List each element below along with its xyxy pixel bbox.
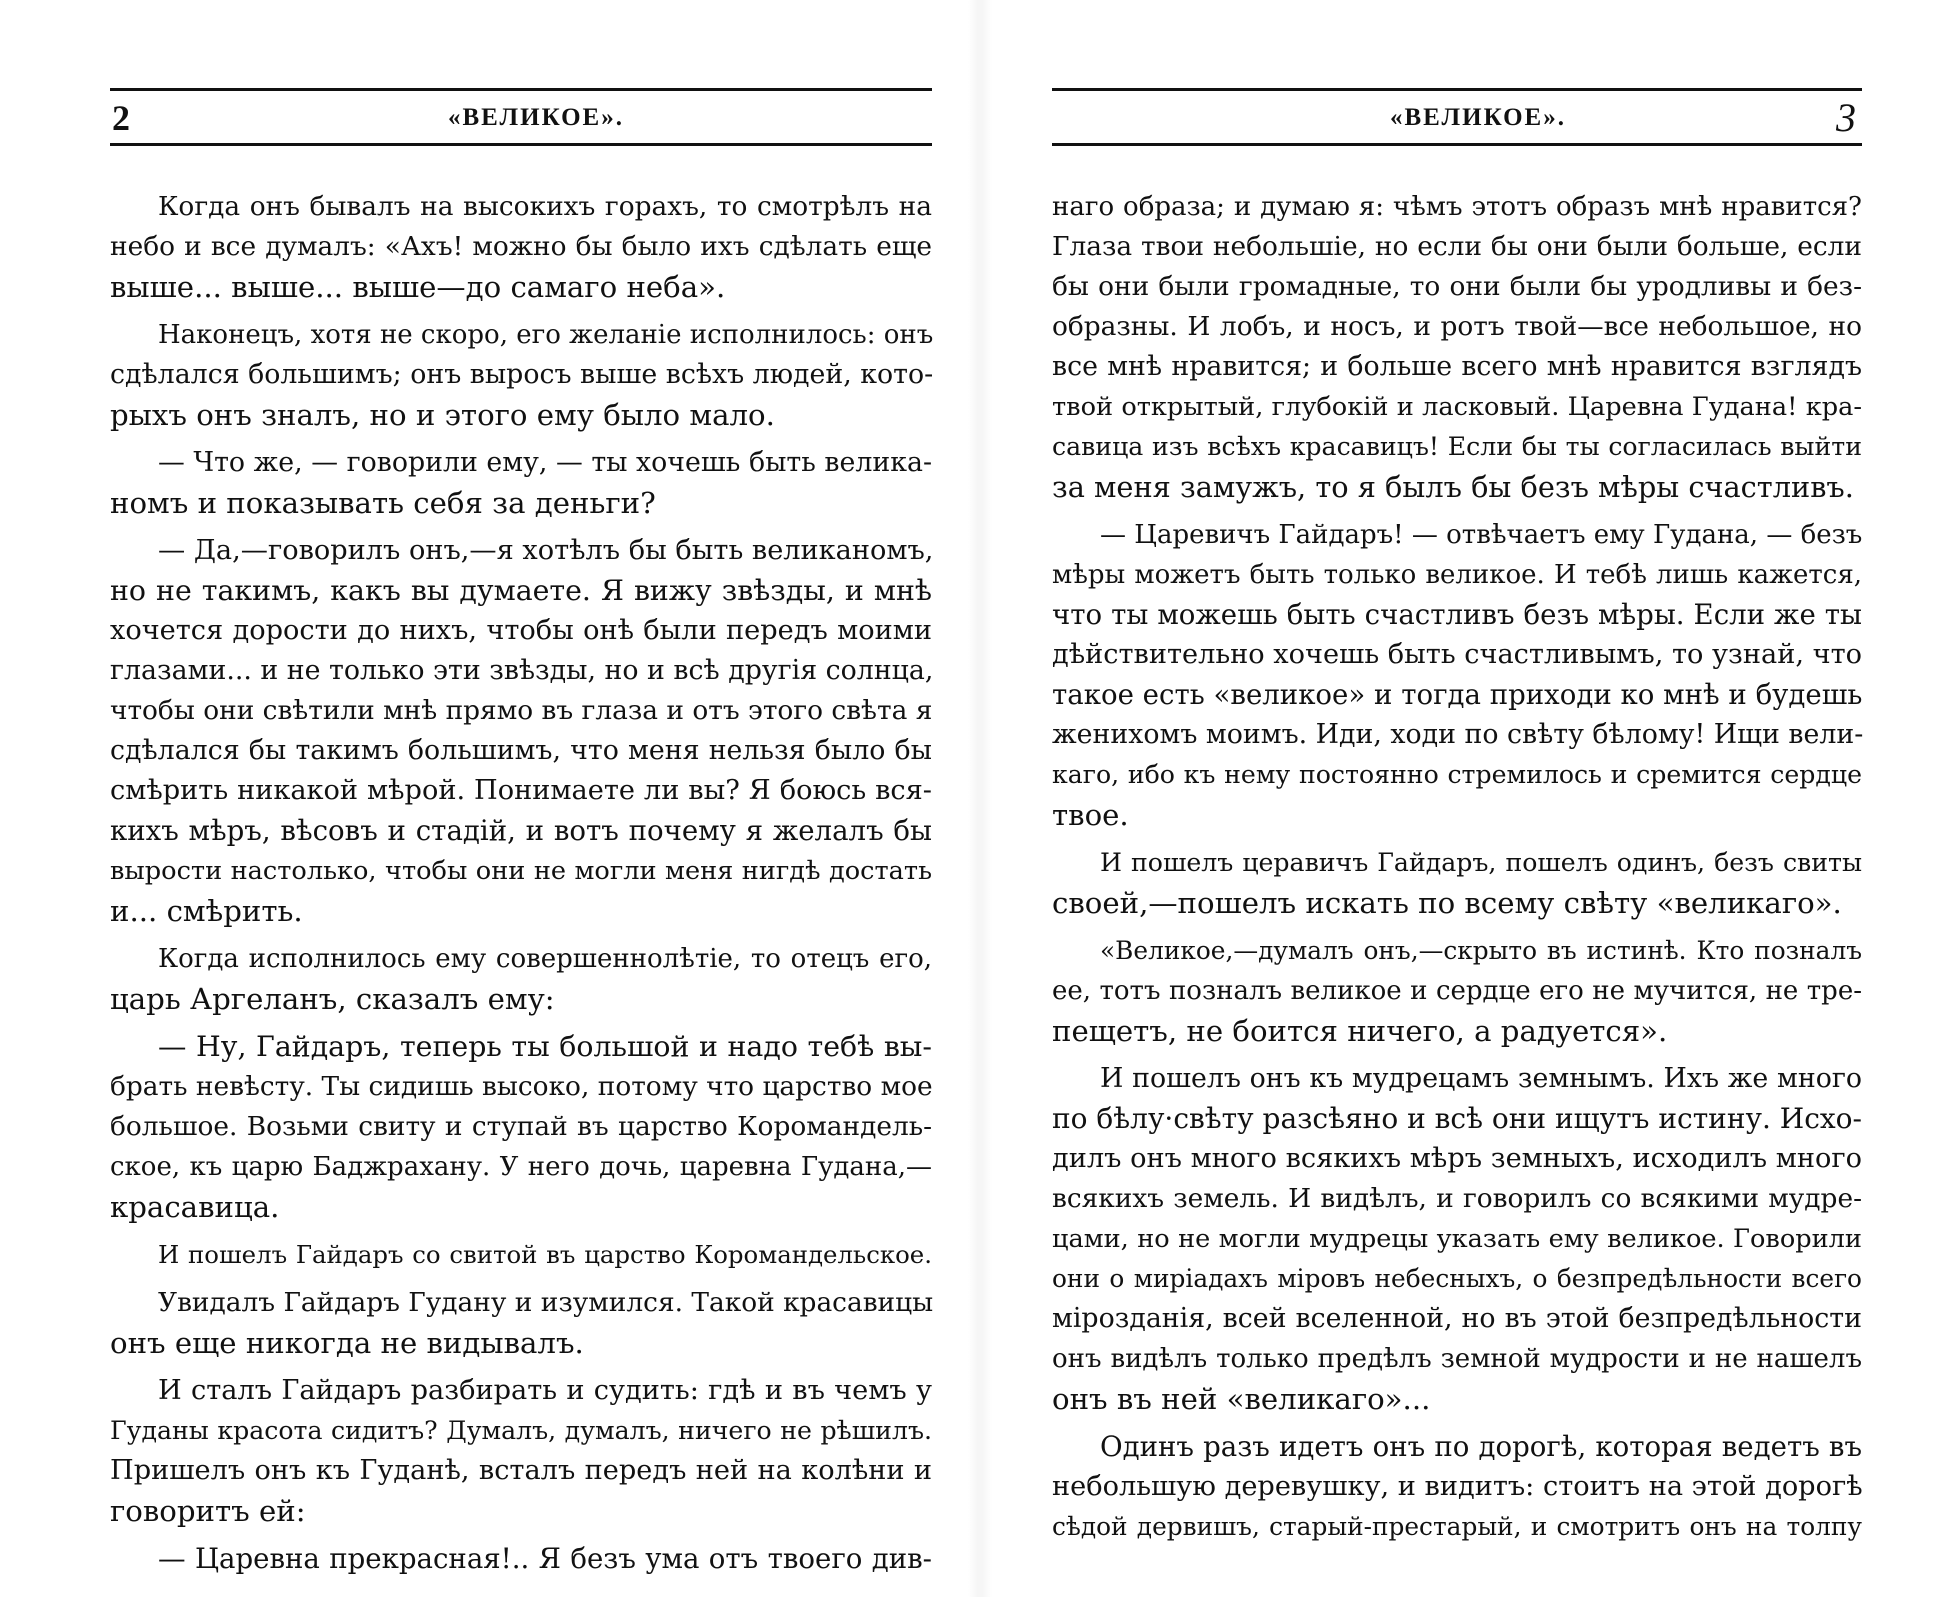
header-rule-top (110, 88, 932, 91)
text-line: сдѣлался бы такимъ большимъ, что меня нельзя было бы (110, 735, 932, 766)
running-head (110, 98, 932, 138)
text-line: онъ еще никогда не видывалъ. (110, 1326, 584, 1360)
text-line: бы они были громадные, то они были бы уродливы и без- (1052, 271, 1862, 302)
text-line: И сталъ Гайдаръ разбирать и судить: гдѣ и въ чемъ у (158, 1375, 932, 1406)
text-line: Глаза твои небольшіе, но если бы они были больше, если (1052, 231, 1862, 262)
text-line: за меня замужъ, то я былъ бы безъ мѣры счастливъ. (1052, 470, 1854, 504)
text-line: сѣдой дервишъ, старый-престарый, и смотритъ онъ на толпу (1052, 1512, 1862, 1541)
text-line: онъ въ ней «великаго»... (1052, 1382, 1431, 1416)
running-title: «ВЕЛИКОЕ». (448, 104, 624, 131)
running-head (1052, 95, 1862, 140)
text-line: И пошелъ церавичъ Гайдаръ, пошелъ одинъ, безъ свиты (1100, 848, 1862, 877)
left-page (110, 0, 932, 1597)
text-line: всякихъ земель. И видѣлъ, и говорилъ со всякими мудре- (1052, 1183, 1862, 1214)
text-line: что ты можешь быть счастливъ безъ мѣры. Если же ты (1052, 598, 1862, 631)
text-line: смѣрить никакой мѣрой. Понимаете ли вы? Я боюсь вся- (110, 775, 932, 806)
text-line: мірозданія, всей вселенной, но въ этой безпредѣльности (1052, 1303, 1862, 1334)
text-line: они о миріадахъ міровъ небесныхъ, о безпредѣльности всего (1052, 1264, 1862, 1293)
page-body-text (1052, 187, 1862, 1547)
text-line: сдѣлался большимъ; онъ выросъ выше всѣхъ людей, кото- (110, 359, 934, 390)
text-line: говоритъ ей: (110, 1494, 306, 1528)
text-line: — Царевичъ Гайдаръ! — отвѣчаетъ ему Гудана, — безъ (1100, 520, 1863, 550)
text-line: образны. И лобъ, и носъ, и ротъ твой—все небольшое, но (1052, 311, 1862, 342)
text-line: савица изъ всѣхъ красавицъ! Если бы ты согласилась выйти (1052, 432, 1862, 461)
header-rule-bottom (1052, 143, 1862, 146)
text-line: Когда исполнилось ему совершеннолѣтіе, то отецъ его, (158, 944, 932, 974)
text-line: Гуданы красота сидитъ? Думалъ, думалъ, ничего не рѣшилъ. (110, 1416, 932, 1445)
text-line: такое есть «великое» и тогда приходи ко мнѣ и будешь (1052, 678, 1863, 711)
text-line: мѣры можетъ быть только великое. И тебѣ лишь кажется, (1052, 560, 1862, 590)
text-line: выше... выше... выше—до самаго неба». (110, 270, 726, 304)
text-line: небо и все думалъ: «Ахъ! можно бы было ихъ сдѣлать еще (110, 231, 932, 262)
text-line: онъ видѣлъ только предѣлъ земной мудрости и не нашелъ (1052, 1344, 1862, 1374)
text-line: брать невѣсту. Ты сидишь высоко, потому что царство мое (110, 1071, 933, 1102)
text-line: царь Аргеланъ, сказалъ ему: (110, 982, 555, 1016)
text-line: чтобы они свѣтили мнѣ прямо въ глаза и отъ этого свѣта я (110, 695, 933, 726)
text-line: каго, ибо къ нему постоянно стремилось и сремится сердце (1052, 760, 1862, 789)
right-page (1052, 0, 1862, 1597)
text-line: — Ну, Гайдаръ, теперь ты большой и надо тебѣ вы- (158, 1030, 932, 1063)
text-line: Одинъ разъ идетъ онъ по дорогѣ, которая ведетъ въ (1100, 1430, 1862, 1463)
text-line: И пошелъ Гайдаръ со свитой въ царство Коромандельское. (158, 1240, 932, 1269)
text-line: большое. Возьми свиту и ступай въ царство Коромандель- (110, 1111, 932, 1142)
text-line: своей,—пошелъ искать по всему свѣту «великаго». (1052, 886, 1842, 920)
book-gutter (968, 0, 992, 1597)
text-line: по бѣлу·свѣту разсѣяно и всѣ они ищутъ истину. Исхо- (1052, 1102, 1862, 1135)
text-line: Увидалъ Гайдаръ Гудану и изумился. Такой красавицы (158, 1287, 934, 1318)
text-line: кихъ мѣръ, вѣсовъ и стадій, и вотъ почему я желалъ бы (110, 814, 932, 847)
text-line: твой открытый, глубокій и ласковый. Царевна Гудана! кра- (1052, 392, 1862, 422)
text-line: И пошелъ онъ къ мудрецамъ земнымъ. Ихъ же много (1100, 1063, 1862, 1094)
text-line: Наконецъ, хотя не скоро, его желаніе исполнилось: онъ (158, 320, 934, 350)
text-line: Когда онъ бывалъ на высокихъ горахъ, то смотрѣлъ на (158, 191, 932, 222)
running-title: «ВЕЛИКОЕ». (1390, 104, 1566, 131)
text-line: красавица. (110, 1190, 280, 1224)
text-line: номъ и показывать себя за деньги? (110, 486, 656, 520)
page-number: 2 (112, 98, 130, 138)
page-body-text (110, 187, 932, 1579)
page-number: 3 (1836, 95, 1856, 140)
text-line: все мнѣ нравится; и больше всего мнѣ нравится взглядъ (1052, 351, 1862, 382)
text-line: но не такимъ, какъ вы думаете. Я вижу звѣзды, и мнѣ (110, 574, 932, 607)
header-rule-bottom (110, 143, 932, 146)
text-line: «Великое,—думалъ онъ,—скрыто въ истинѣ. Кто позналъ (1100, 936, 1862, 965)
text-line: — Что же, — говорили ему, — ты хочешь быть велика- (158, 447, 932, 478)
text-line: твое. (1052, 798, 1129, 832)
text-line: хочется дорости до нихъ, чтобы онѣ были передъ моими (110, 615, 932, 646)
text-line: цами, но не могли мудрецы указать ему великое. Говорили (1052, 1224, 1862, 1254)
text-line: женихомъ моимъ. Иди, ходи по свѣту бѣлому! Ищи вели- (1052, 719, 1864, 750)
text-line: вырости настолько, чтобы они не могли меня нигдѣ достать (110, 856, 932, 886)
text-line: глазами... и не только эти звѣзды, но и всѣ другія солнца, (110, 655, 934, 686)
text-line: и... смѣрить. (110, 894, 303, 928)
text-line: рыхъ онъ зналъ, но и этого ему было мало. (110, 398, 775, 432)
text-line: дилъ онъ много всякихъ мѣръ земныхъ, исходилъ много (1052, 1143, 1862, 1174)
text-line: — Царевна прекрасная!.. Я безъ ума отъ твоего див- (158, 1542, 932, 1575)
text-line: наго образа; и думаю я: чѣмъ этотъ образъ мнѣ нравится? (1052, 192, 1862, 222)
text-line: ское, къ царю Баджрахану. У него дочь, царевна Гудана,— (110, 1152, 932, 1182)
text-line: дѣйствительно хочешь быть счастливымъ, то узнай, что (1052, 639, 1862, 670)
text-line: ее, тотъ позналъ великое и сердце его не мучится, не тре- (1052, 976, 1862, 1006)
text-line: — Да,—говорилъ онъ,—я хотѣлъ бы быть великаномъ, (158, 535, 934, 566)
text-line: Пришелъ онъ къ Гуданѣ, всталъ передъ ней на колѣни и (110, 1455, 932, 1486)
text-line: пещетъ, не боится ничего, а радуется». (1052, 1014, 1668, 1048)
header-rule-top (1052, 88, 1862, 91)
text-line: небольшую деревушку, и видитъ: стоитъ на этой дорогѣ (1052, 1471, 1863, 1502)
